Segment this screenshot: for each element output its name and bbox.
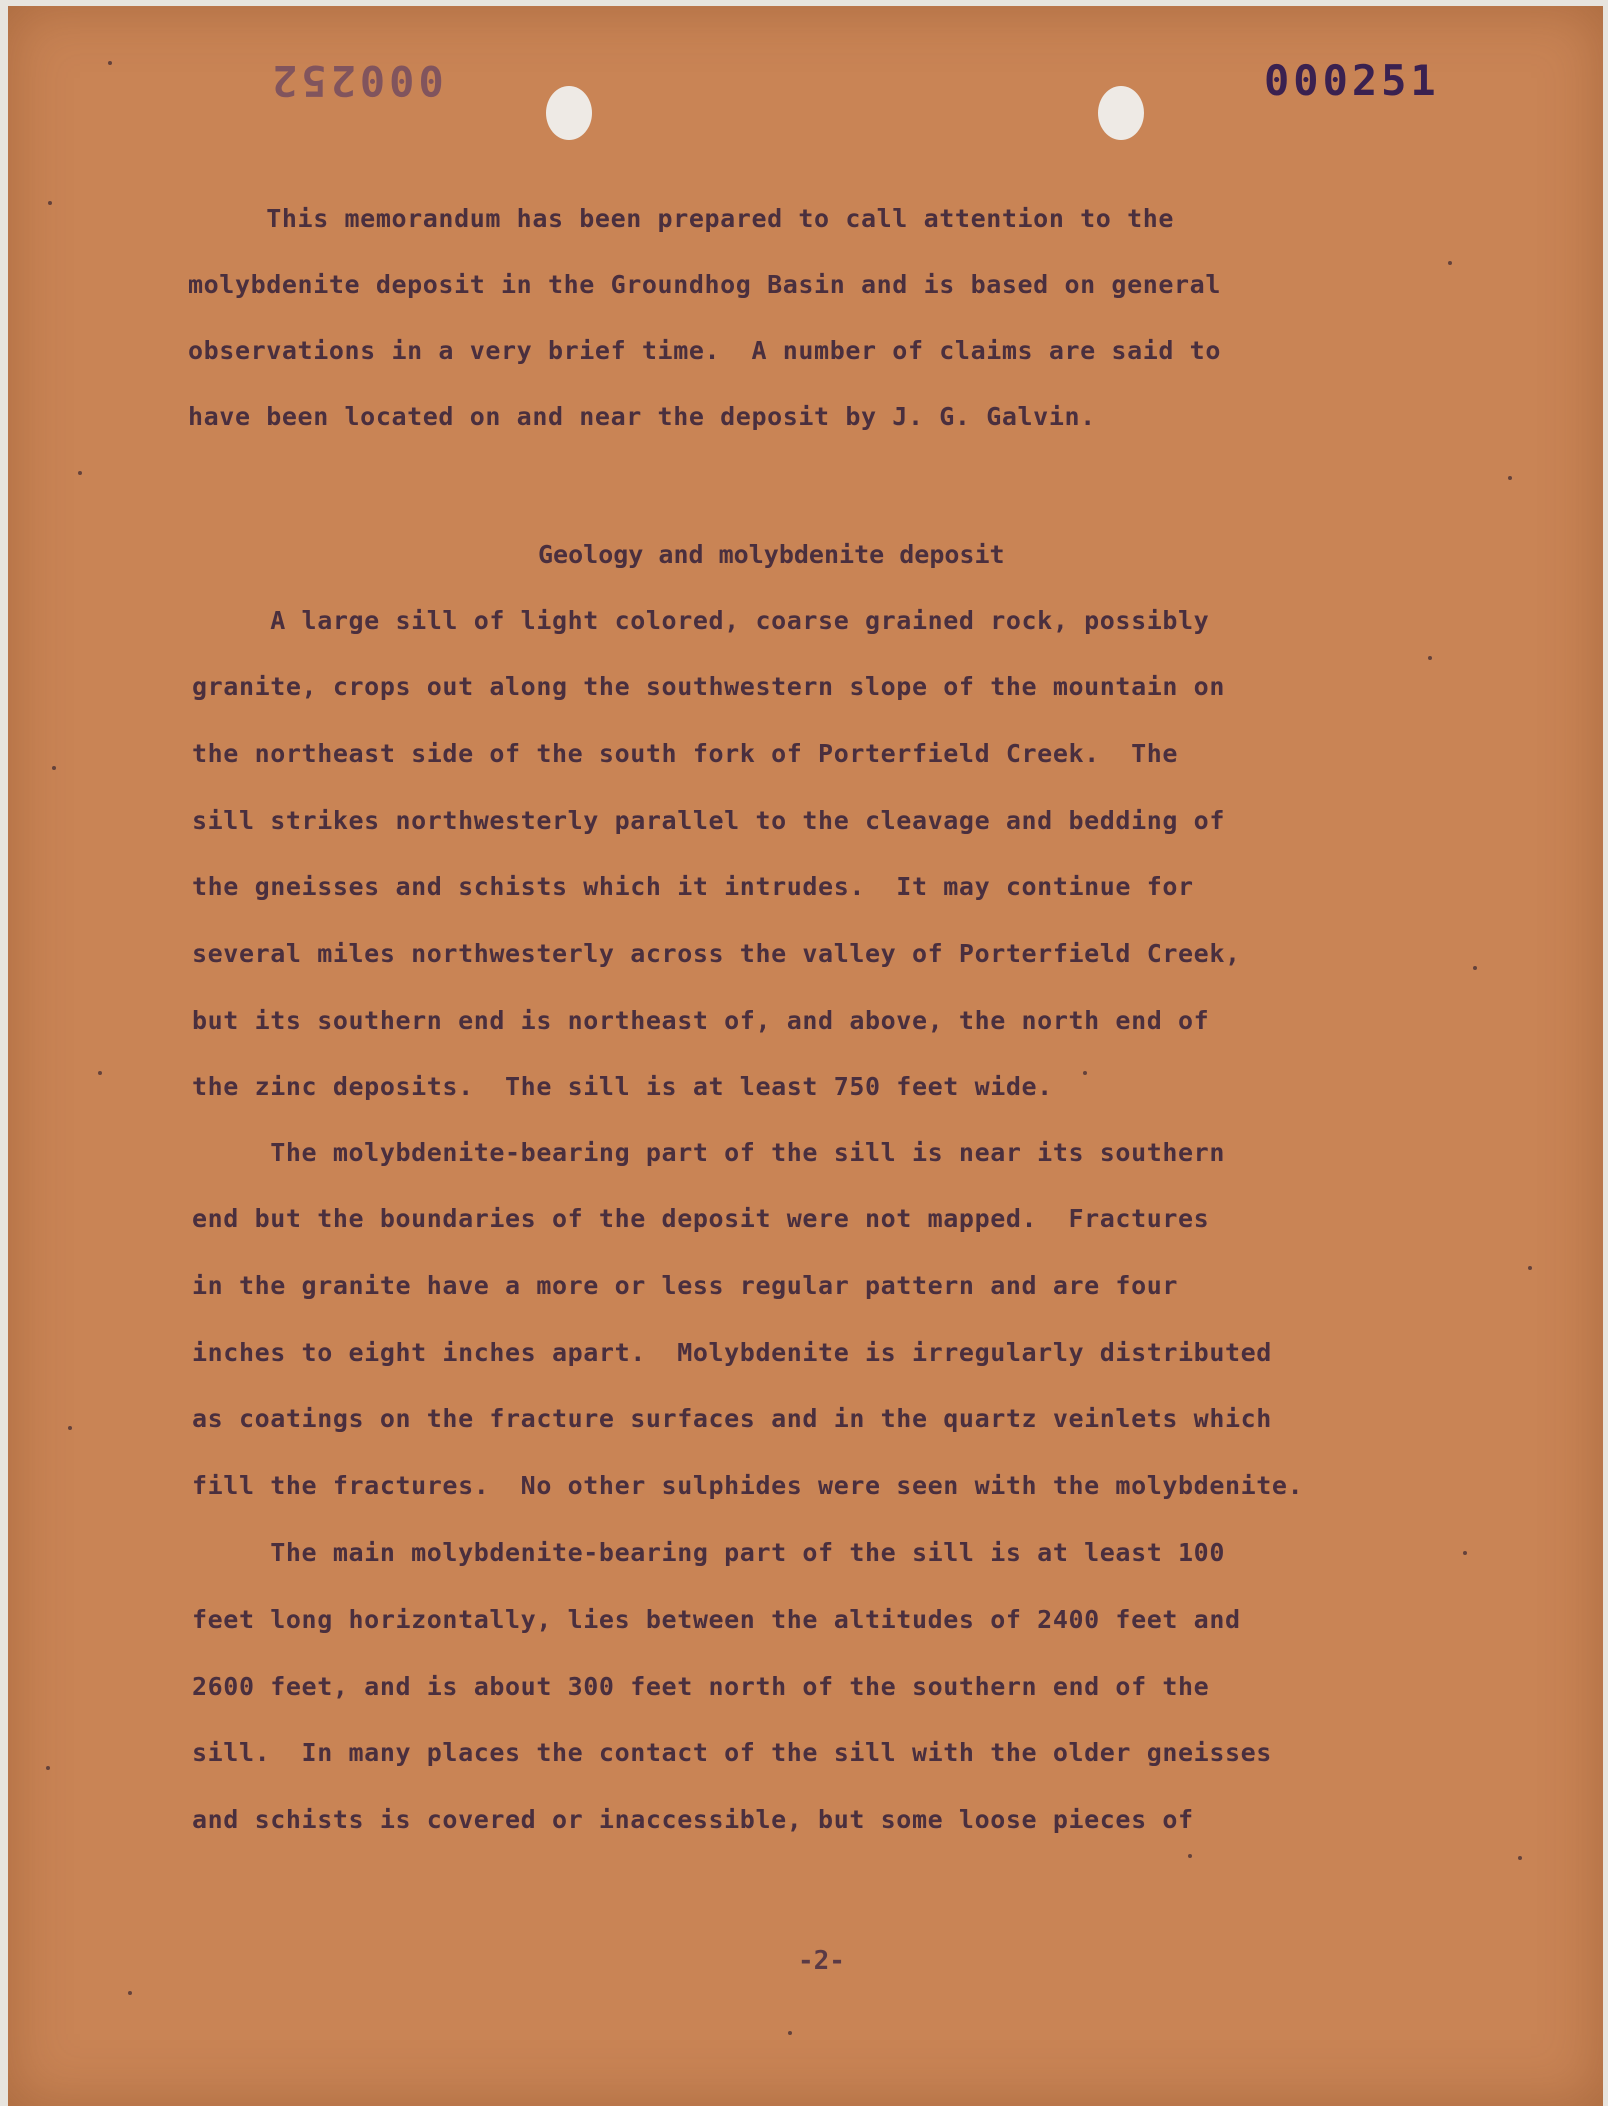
speck-mark <box>128 1991 132 1995</box>
document-page <box>8 6 1603 2106</box>
text-line: A large sill of light colored, coarse grained rock, possibly <box>192 606 1210 635</box>
text-line: granite, crops out along the southwestern slope of the mountain on <box>192 672 1225 701</box>
text-line: the gneisses and schists which it intrudes. It may continue for <box>192 872 1194 901</box>
text-line: This memorandum has been prepared to call attention to the <box>188 204 1175 233</box>
speck-mark <box>1188 1854 1192 1858</box>
text-line: several miles northwesterly across the valley of Porterfield Creek, <box>192 939 1241 968</box>
speck-mark <box>46 1766 50 1770</box>
text-line: feet long horizontally, lies between the altitudes of 2400 feet and <box>192 1605 1241 1634</box>
section-heading: Geology and molybdenite deposit <box>538 540 1005 569</box>
text-line: The molybdenite-bearing part of the sill is near its southern <box>192 1138 1225 1167</box>
speck-mark <box>108 61 112 65</box>
text-line: sill strikes northwesterly parallel to the cleavage and bedding of <box>192 806 1225 835</box>
text-line: in the granite have a more or less regular pattern and are four <box>192 1271 1179 1300</box>
text-line: have been located on and near the deposit by J. G. Galvin. <box>188 402 1096 431</box>
text-line: but its southern end is northeast of, and above, the north end of <box>192 1006 1210 1035</box>
speck-mark <box>78 471 82 475</box>
text-line: and schists is covered or inaccessible, but some loose pieces of <box>192 1805 1194 1834</box>
speck-mark <box>1508 476 1512 480</box>
stamped-number-inverted: 000252 <box>268 56 444 105</box>
stamped-document-number: 000251 <box>1264 56 1440 105</box>
page-number: -2- <box>798 1946 845 1976</box>
speck-mark <box>1528 1266 1532 1270</box>
text-line: end but the boundaries of the deposit were not mapped. Fractures <box>192 1204 1210 1233</box>
punch-hole-right <box>1098 86 1144 140</box>
text-line: 2600 feet, and is about 300 feet north of the southern end of the <box>192 1672 1210 1701</box>
speck-mark <box>1518 1856 1522 1860</box>
speck-mark <box>98 1071 102 1075</box>
speck-mark <box>52 766 56 770</box>
text-line: observations in a very brief time. A number of claims are said to <box>188 336 1221 365</box>
text-line: sill. In many places the contact of the sill with the older gneisses <box>192 1738 1272 1767</box>
text-line: fill the fractures. No other sulphides were seen with the molybdenite. <box>192 1471 1304 1500</box>
punch-hole-left <box>546 86 592 140</box>
text-line: the northeast side of the south fork of Porterfield Creek. The <box>192 739 1179 768</box>
speck-mark <box>68 1426 72 1430</box>
text-line: inches to eight inches apart. Molybdenite is irregularly distributed <box>192 1338 1272 1367</box>
speck-mark <box>48 201 52 205</box>
speck-mark <box>1083 1071 1087 1075</box>
text-line: molybdenite deposit in the Groundhog Basin and is based on general <box>188 270 1221 299</box>
text-line: the zinc deposits. The sill is at least 750 feet wide. <box>192 1072 1053 1101</box>
text-line: as coatings on the fracture surfaces and in the quartz veinlets which <box>192 1404 1272 1433</box>
speck-mark <box>1473 966 1477 970</box>
text-line: The main molybdenite-bearing part of the sill is at least 100 <box>192 1538 1225 1567</box>
speck-mark <box>1448 261 1452 265</box>
speck-mark <box>1463 1551 1467 1555</box>
speck-mark <box>788 2031 792 2035</box>
speck-mark <box>1428 656 1432 660</box>
